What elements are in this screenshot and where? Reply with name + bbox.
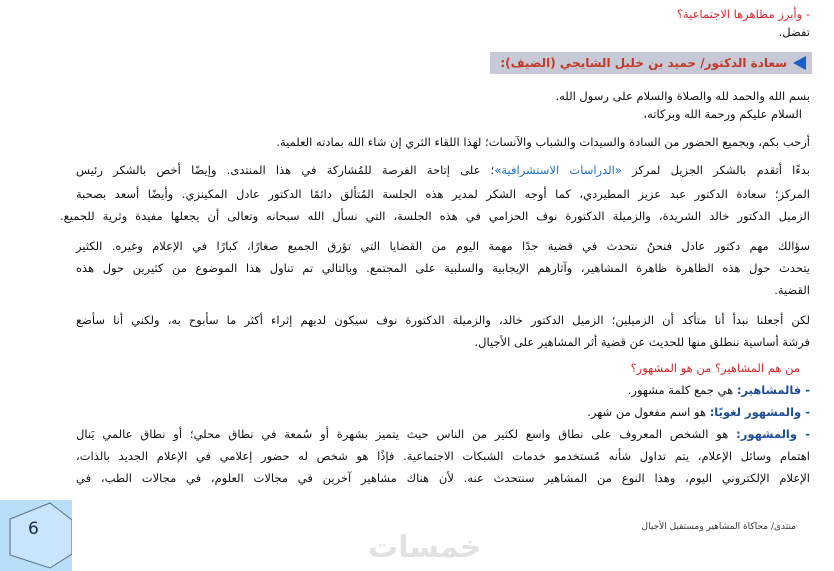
section-heading: من هم المشاهير؟ من هو المشهور؟ — [630, 361, 800, 375]
page-number: 6 — [28, 519, 39, 539]
para1-line-1 — [76, 162, 810, 178]
greeting-line-1: بسم الله والحمد لله والصلاة والسلام على رسول الله. — [555, 89, 810, 103]
definition-line-3: الإعلام الإلكتروني اليوم، وهذا النوع من المشاهير سنتحدث عنه. لأن هناك مشاهير آخرين في مجالات العلوم، في مجالات الطب، في — [76, 471, 810, 485]
bullet-celebrities: - فالمشاهير: هي جمع كلمة مشهور. — [627, 383, 810, 397]
para2-line-2: يتحدث حول هذه الظاهرة ظاهرة المشاهير، وآثارهم الإيجابية والسلبية على المجتمع. وبالتالي تم تناول هذا الموضوع من كثيرين حول هذه — [76, 261, 810, 275]
question-line — [677, 6, 810, 22]
bullet-term-3: والمشهور: — [736, 427, 797, 441]
center-name-highlight: «الدراسات الاستشرافية» — [494, 163, 622, 177]
bullet-definition: - والمشهور: هو الشخص المعروف على نطاق واسع لكثير من الناس حيث يتميز بشهرة أو سُمعة في نطاق محلي؛ أو نطاق عالمي يَنال — [76, 427, 810, 441]
reply-line: تفضل. — [778, 25, 810, 39]
bullet-text-3: هو الشخص المعروف على نطاق واسع لكثير من الناس حيث يتميز بشهرة أو سُمعة في نطاق محلي؛ أو نطاق عالمي يَنال — [76, 427, 729, 441]
greeting-line-2: السلام عليكم ورحمة الله وبركاته، — [643, 107, 802, 121]
bullet-text-2: هو اسم مفعول من شهر. — [587, 405, 707, 419]
welcome-line: أرحب بكم، وبجميع الحضور من السادة والسيدات والشباب والآنسات؛ لهذا اللقاء الثري إن شاء الله بمادته العلمية. — [276, 135, 810, 149]
para3-line-1: لكن أجعلنا نبدأ أنا متأكد أن الزميلين؛ الزميل الدكتور خالد، والزميلة الدكتورة نوف سيكون لديهم إثراء أكثر ما سأبوح به، ولكني أنا سأضع — [76, 313, 810, 327]
watermark: خمسات — [368, 530, 482, 565]
footer-caption: منتدى/ محاكاة المشاهير ومستقبل الأجيال — [641, 522, 796, 532]
para2-line-1: سؤالك مهم دكتور عادل فنحنُ نتحدث في قضية جدًا مهمة اليوم من القضايا التي تؤرق الجميع صغارًا، كبارًا في الإعلام وغيره. الكثير — [76, 239, 810, 253]
para1-line-2: المركز؛ سعادة الدكتور عبد عزيز المطيردي، كما أوجه الشكر لمدير هذه الجلسة المُتألق دائمًا الدكتور عادل المكينزي. وأيضًا أسعد بصحبة — [76, 187, 810, 201]
bullet-term-2: والمشهور لغويًا: — [709, 405, 802, 419]
bullet-text-1: هي جمع كلمة مشهور. — [627, 383, 734, 397]
para1-end: ؛ على إتاحة الفرصة للمُشاركة في هذا المنتدى. وإيضًا أخص بالشكر رئيس — [76, 163, 495, 177]
bullet-linguistic: - والمشهور لغويًا: هو اسم مفعول من شهر. — [587, 405, 810, 419]
para1-line-3: الزميل الدكتور خالد الشريدة، والزميلة الدكتورة نوف الحزامي في هذه الجلسة، التي نسأل الله سبحانه وتعالى أن يجعلها مفيدة وثرية للجميع. — [60, 209, 810, 223]
para2-line-3: القضية. — [774, 283, 810, 297]
bullet-term-1: فالمشاهير: — [736, 383, 802, 397]
speaker-name: سعادة الدكتور/ حميد بن خليل الشايجي (الضيف): — [500, 56, 787, 70]
question-text: - وأبرز مظاهرها الاجتماعية؟ — [676, 7, 810, 21]
para3-line-2: فرشة أساسية ننطلق منها للحديث عن قضية أثر المشاهير على الأجيال. — [474, 335, 810, 349]
para1-start: بدءًا أتقدم بالشكر الجزيل لمركز — [632, 163, 810, 177]
speaker-heading — [490, 52, 812, 74]
triangle-arrow-icon — [793, 56, 806, 70]
definition-line-2: اهتمام وسائل الإعلام، يتم تداول شأنه مُستخدمو خدمات الشبكات الاجتماعية. فإذًا هو شخص له حضور إعلامي في الإعلام الجديد بالذات، — [76, 449, 810, 463]
